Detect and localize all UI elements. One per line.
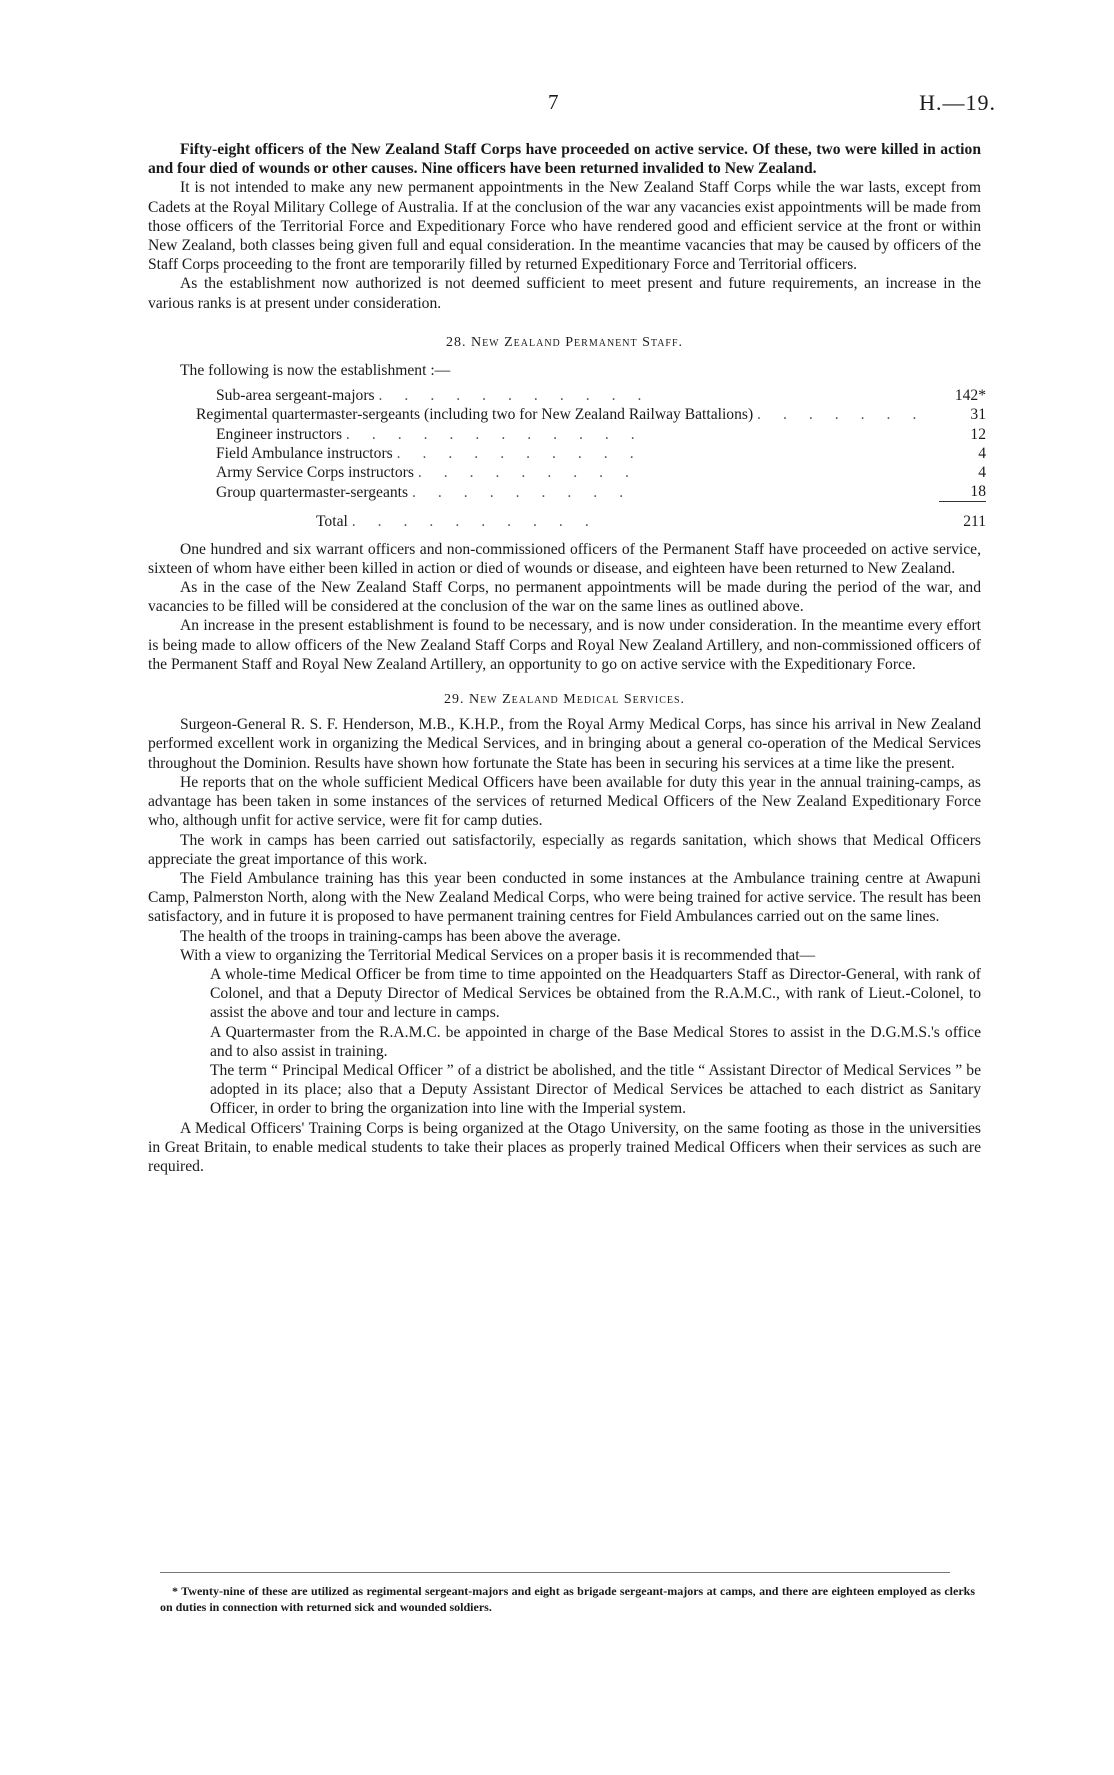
row-value: 18 xyxy=(970,483,986,501)
permanent-staff-paragraph-1: One hundred and six warrant officers and non-commissioned officers of the Permanent Staff have proceeded on active service, sixteen of whom have either been killed in action or died of wounds or disease, and eighteen have been returned to New Zealand. xyxy=(148,540,981,577)
medical-paragraph-4: The Field Ambulance training has this year been conducted in some instances at the Ambulance training centre at Awapuni Camp, Palmerston North, along with the New Zealand Medical Corps, who were being trained for active service. The result has been satisfactory, and in future it is proposed to have permanent training centres for Field Ambulances carried out on the same lines. xyxy=(148,869,981,926)
row-value: 142* xyxy=(954,387,986,405)
establishment-intro: The following is now the establishment :— xyxy=(180,362,451,380)
recommendation-text: A whole-time Medical Officer be from time to time appointed on the Headquarters Staff as Director-General, with rank of Colonel, and that a Deputy Director of Medical Services be obtained from the R.A.M.C., with rank of Lieut.-Colonel, to assist the above and tour and lecture in camps. xyxy=(210,965,981,1022)
staff-corps-paragraph-2: It is not intended to make any new permanent appointments in the New Zealand Staff Corps while the war lasts, except from Cadets at the Royal Military College of Australia. If at the conclusion of the war any vacancies exist appointments will be made from those officers of the Territorial Force and Expeditionary Force who have rendered good and efficient service at the front or within New Zealand, both classes being given full and equal consideration. In the meantime vacancies that may be caused by officers of the Staff Corps proceeding to the front are temporarily filled by returned Expeditionary Force and Territorial officers. xyxy=(148,179,981,274)
table-row xyxy=(216,405,986,424)
establishment-table xyxy=(196,386,986,531)
row-value: 4 xyxy=(978,444,986,462)
medical-paragraph-6: With a view to organizing the Territorial Medical Services on a proper basis it is recommended that— xyxy=(180,946,816,964)
leader-dots: ............ xyxy=(345,425,657,443)
row-label: Engineer instructors xyxy=(216,425,343,443)
row-label: Field Ambulance instructors xyxy=(216,444,393,462)
document-reference: H.—19. xyxy=(919,90,996,115)
leader-dots: ......... xyxy=(417,464,651,482)
row-label: Regimental quartermaster-sergeants (including two for New Zealand Railway Battalions) xyxy=(196,406,754,424)
table-row xyxy=(216,463,986,482)
recommendation-item xyxy=(148,965,981,1023)
row-value: 31 xyxy=(970,406,986,424)
leader-dots: .......... xyxy=(351,513,611,531)
recommendation-text: A Quartermaster from the R.A.M.C. be appointed in charge of the Base Medical Stores to assist in the D.G.M.S.'s office and to also assist in training. xyxy=(210,1023,981,1060)
recommendation-text: The term “ Principal Medical Officer ” of a district be abolished, and the title “ Assistant Director of Medical Services ” be adopted in its place; also that a Deputy Assistant Director of Medical Services be attached to each district as Sanitary Officer, in order to bring the organization into line with the Imperial system. xyxy=(210,1061,981,1118)
medical-closing-paragraph: A Medical Officers' Training Corps is being organized at the Otago University, on the same footing as those in the universities in Great Britain, to enable medical students to take their places as properly trained Medical Officers when their services as such are required. xyxy=(148,1119,981,1175)
page-number: 7 xyxy=(548,90,559,114)
permanent-staff-paragraph-2: As in the case of the New Zealand Staff Corps, no permanent appointments will be made during the period of the war, and vacancies to be filled will be considered at the conclusion of the war on the same lines as outlined above. xyxy=(148,579,981,616)
page-body xyxy=(148,140,986,1176)
recommendation-item xyxy=(148,1023,981,1061)
medical-paragraph-5: The health of the troops in training-camps has been above the average. xyxy=(180,927,621,945)
medical-paragraph-3: The work in camps has been carried out satisfactorily, especially as regards sanitation, which shows that Medical Officers appreciate the great importance of this work. xyxy=(148,831,981,868)
row-label: Group quartermaster-sergeants xyxy=(216,483,409,501)
leader-dots: ....... xyxy=(757,406,939,424)
staff-corps-paragraph-3: As the establishment now authorized is not deemed sufficient to meet present and future requirements, an increase in the various ranks is at present under consideration. xyxy=(148,275,981,312)
table-total-row xyxy=(216,502,986,532)
table-row xyxy=(216,482,986,502)
staff-corps-paragraph-1: Fifty-eight officers of the New Zealand Staff Corps have proceeded on active service. Of these, two were killed in action and four died of wounds or other causes. Nine officers have been returned invalided to New Zealand. xyxy=(148,141,981,178)
row-value: 12 xyxy=(970,425,986,443)
footnote-divider xyxy=(160,1572,950,1573)
permanent-staff-paragraph-3: An increase in the present establishment is found to be necessary, and is now under consideration. In the meantime every effort is being made to allow officers of the New Zealand Staff Corps and Royal New Zealand Artillery, and non-commissioned officers of the Permanent Staff and Royal New Zealand Artillery, an opportunity to go on active service with the Expeditionary Force. xyxy=(148,617,981,673)
page-header xyxy=(0,90,1114,122)
table-row xyxy=(216,425,986,444)
table-row xyxy=(216,444,986,463)
row-label: Sub-area sergeant-majors xyxy=(216,387,375,405)
row-value: 4 xyxy=(978,464,986,482)
leader-dots: .......... xyxy=(396,444,656,462)
leader-dots: ........... xyxy=(378,387,664,405)
row-label: Army Service Corps instructors xyxy=(216,464,414,482)
total-label: Total xyxy=(316,513,348,531)
medical-paragraph-1: Surgeon-General R. S. F. Henderson, M.B., K.H.P., from the Royal Army Medical Corps, has since his arrival in New Zealand performed excellent work in organizing the Medical Services, and in bringing about a general co-operation of the Medical Services throughout the Dominion. Results have shown how fortunate the State has been in securing his services at a time like the present. xyxy=(148,716,981,772)
table-row xyxy=(216,386,986,405)
total-value: 211 xyxy=(939,502,986,532)
footnote: * Twenty-nine of these are utilized as regimental sergeant-majors and eight as brigade sergeant-majors at camps, and there are eighteen employed as clerks on duties in connection with returned sick and wounded soldiers. xyxy=(160,1584,975,1614)
recommendation-item xyxy=(148,1061,981,1119)
medical-paragraph-2: He reports that on the whole sufficient Medical Officers have been available for duty this year in the annual training-camps, as advantage has been taken in some instances of the services of returned Medical Officers of the New Zealand Expeditionary Force who, although unfit for active service, were fit for camp duties. xyxy=(148,773,981,830)
section-29-heading: 29. New Zealand Medical Services. xyxy=(443,692,686,708)
section-28-heading: 28. New Zealand Permanent Staff. xyxy=(445,334,684,350)
leader-dots: ......... xyxy=(412,483,646,501)
